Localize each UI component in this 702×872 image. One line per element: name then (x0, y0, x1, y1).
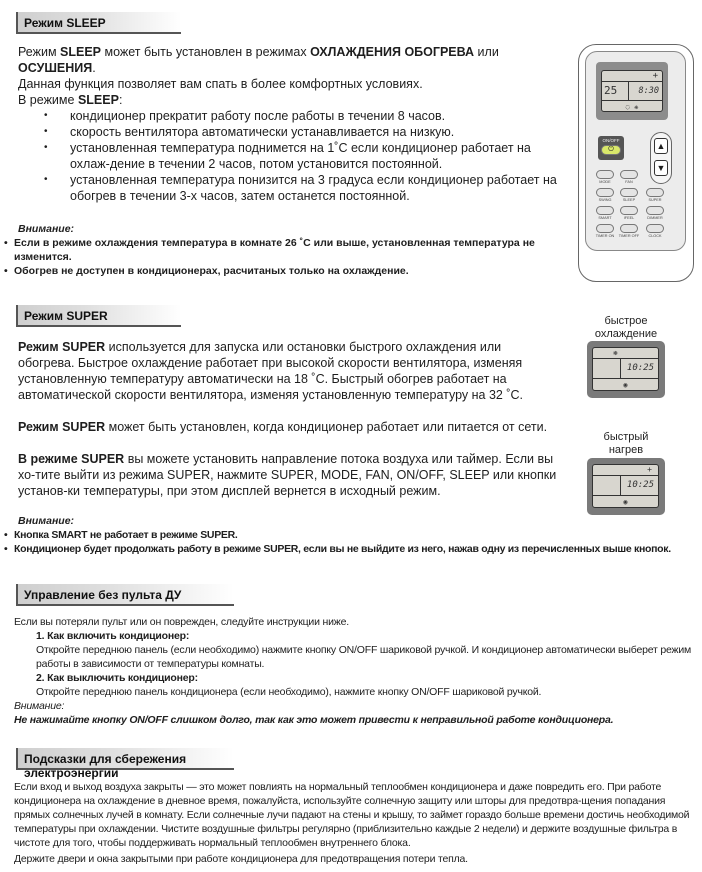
list-item: • установленная температура поднимется на 1˚С если кондиционер работает на охлаж-дение в течении 2 часов, потом установится постоянной. (18, 140, 566, 172)
lcd-clock: 10:25 (626, 363, 654, 373)
section-heading-manual-control: Управление без пульта ДУ (16, 584, 234, 606)
warning-item: • Если в режиме охлаждения температура в комнате 26 ˚С или выше, установленная температура не изменится. (4, 236, 564, 264)
panel-label-fast-cooling: быстрое охлаждение (594, 315, 658, 340)
heat-icon: + (602, 71, 662, 82)
heat-icon: + (593, 465, 658, 476)
remote-body: + 25 8:30 ◌ ❋ ON/OFF ⏻ ▲ ▼ MODE FAN SWING SLEEP SUPER SMART IFEEL DIMMER TIMER ON TIMER OFF CLOCK (585, 51, 686, 251)
remote-button-smart (596, 206, 614, 215)
manual-warning-title: Внимание: (14, 700, 65, 712)
display-fast-heating (587, 458, 665, 515)
list-item: • скорость вентилятора автоматически устанавливается на низкую. (18, 124, 566, 140)
arrow-down-icon: ▼ (654, 160, 668, 176)
section-heading-super: Режим SUPER (16, 305, 181, 327)
fan-icon: ◉ (623, 381, 628, 389)
sleep-warning-title: Внимание: (18, 223, 75, 235)
sleep-intro (18, 44, 568, 108)
section-heading-sleep: Режим SLEEP (16, 12, 181, 34)
manual-intro: Если вы потеряли пульт или он поврежден, следуйте инструкции ниже. (14, 616, 349, 628)
super-paragraph-2: Режим SUPER может быть установлен, когда кондиционер работает или питается от сети. (18, 420, 548, 434)
remote-display-frame (596, 62, 668, 120)
warning-item: • Кондиционер будет продолжать работу в режиме SUPER, если вы не выйдите из него, нажав одну из перечисленных выше кнопок. (4, 542, 702, 556)
sleep-warning-list (4, 236, 564, 278)
list-item: • кондиционер прекратит работу после работы в течении 8 часов. (18, 108, 566, 124)
super-paragraph-1: Режим SUPER используется для запуска или остановки быстрого охлаждения или обогрева. Быстрое охлаждение работает при высокой скорости вентилятора, изменяя установленную температуру автоматически на 18 ˚С. Быстрый обогрев работает на автоматической скорости вентилятора, изменяя установленную температуру на 32 ˚С. (18, 340, 524, 402)
sleep-bullet-list (18, 108, 566, 204)
arrow-up-icon: ▲ (654, 138, 668, 154)
step2-text: Откройте переднюю панель кондиционера (если необходимо), нажмите кнопку ON/OFF шариковой ручкой. (36, 686, 542, 698)
remote-button-fan (620, 170, 638, 179)
energy-paragraph-1: Если вход и выход воздуха закрыты — это может повлиять на нормальный теплообмен кондиционера и даже повредить его. При работе кондиционера на охлаждение в дневное время, пожалуйста, используйте солнечную защиту или шторы для предотвра-щения попадания прямых солнечных лучей в комнату. Если солнечные лучи падают на стены и крышу, то займет гораздо больше времени достичь необходимой температуры при охлаждении. Чистите воздушные фильтры регулярно (приблизительно каждые 2 недели) и держите воздушные фильтра в чистоте для того, чтобы поддерживать нормальный теплообмен внутреннего блока. (14, 781, 690, 849)
remote-button-timer-off (620, 224, 638, 233)
panel-label-fast-heating: быстрый нагрев (603, 431, 649, 456)
sleep-intro-line2: Данная функция позволяет вам спать в более комфортных условиях. (18, 77, 423, 91)
warning-item: • Кнопка SMART не работает в режиме SUPER. (4, 528, 702, 542)
step1-title: 1. Как включить кондиционер: (36, 630, 190, 642)
remote-control-illustration (578, 44, 694, 282)
super-warning-list (4, 528, 702, 556)
section-heading-energy-tips: Подсказки для сбережения электроэнергии (16, 748, 234, 770)
remote-button-timer-on (596, 224, 614, 233)
remote-button-super (646, 188, 664, 197)
step1-text: Откройте переднюю панель (если необходимо) нажмите кнопку ON/OFF шариковой ручкой. И кондиционер автоматически выберет режим работы в зависимости от температуры комнаты. (36, 644, 692, 670)
sleep-intro-line1: Режим SLEEP может быть установлен в режимах ОХЛАЖДЕНИЯ ОБОГРЕВА или ОСУШЕНИЯ. (18, 45, 499, 75)
temperature-rocker (650, 132, 672, 184)
lcd-time: 8:30 (638, 86, 659, 96)
snowflake-icon: ❋ (593, 348, 658, 359)
super-paragraph-3: В режиме SUPER вы можете установить направление потока воздуха или таймер. Если вы хо-тите выйти из режима SUPER, нажмите SUPER, MODE, FAN, ON/OFF, SLEEP или кнопки установ-ки температуры, при этом дисплей вернется в исходный режим. (18, 452, 557, 498)
fan-icon: ◉ (623, 498, 628, 506)
remote-button-clock (646, 224, 664, 233)
energy-paragraph-2: Держите двери и окна закрытыми при работе кондиционера для предотвращения потери тепла. (14, 853, 468, 865)
remote-button-dimmer (646, 206, 664, 215)
energy-section-body (14, 780, 694, 866)
manual-warning-text: Не нажимайте кнопку ON/OFF слишком долго, так как это может привести к неправильной работе кондиционера. (14, 714, 614, 726)
remote-lcd (601, 70, 663, 112)
list-item: • установленная температура понизится на 3 градуса если кондиционер работает на обогрев в течении 3-х часов, затем останется постоянной. (18, 172, 566, 204)
warning-item: • Обогрев не доступен в кондиционерах, расчитаных только на охлаждение. (4, 264, 564, 278)
step2-title: 2. Как выключить кондиционер: (36, 672, 198, 684)
remote-button-sleep (620, 188, 638, 197)
remote-button-mode (596, 170, 614, 179)
lcd-clock: 10:25 (626, 480, 654, 490)
lcd-temperature: 25 (604, 84, 618, 97)
power-icon: ⏻ (601, 145, 621, 155)
onoff-button: ON/OFF ⏻ (598, 136, 624, 160)
sleep-intro-line3: В режиме SLEEP: (18, 93, 123, 107)
remote-button-ifeel (620, 206, 638, 215)
fan-icon: ◌ ❋ (625, 103, 639, 111)
super-warning-title: Внимание: (18, 515, 75, 527)
manual-section-body (14, 615, 694, 727)
display-fast-cooling (587, 341, 665, 398)
remote-button-swing (596, 188, 614, 197)
